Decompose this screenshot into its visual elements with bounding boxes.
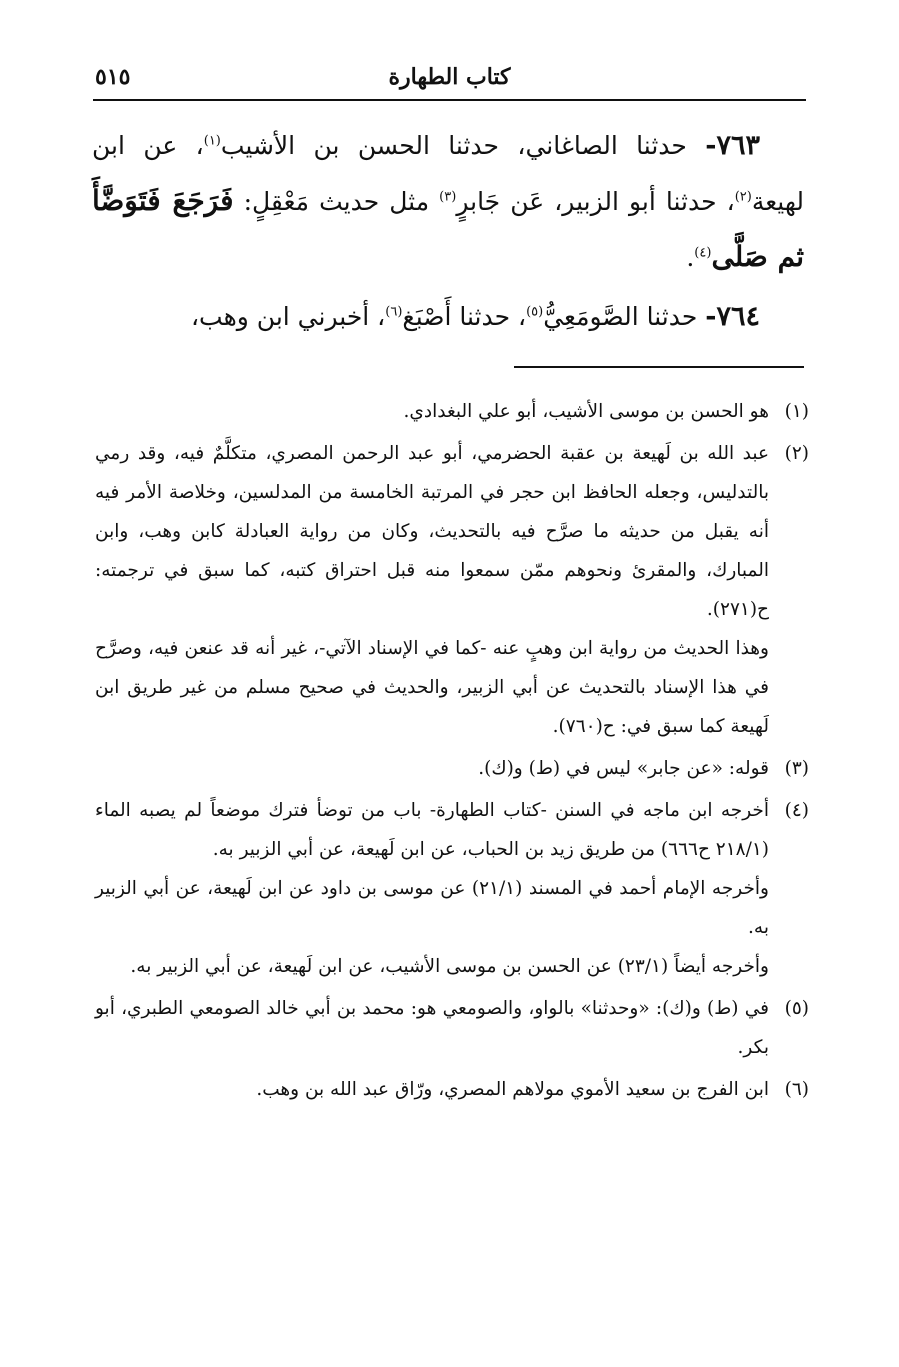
- footnote-body: [95, 749, 769, 788]
- page-number: ٥١٥: [95, 64, 131, 90]
- footnote-ref: (٥): [526, 304, 544, 320]
- footnote-body: [95, 989, 769, 1067]
- hadith-number: ٧٦٣-: [705, 130, 760, 161]
- footnote-1: [95, 392, 809, 431]
- footnote-number: (٢): [784, 443, 809, 464]
- footnote-paragraph: وأخرجه الإمام أحمد في المسند (٢١/١) عن موسى بن داود عن ابن لَهيعة، عن أبي الزبير به.: [95, 878, 769, 938]
- footnote-paragraph: ابن الفرج بن سعيد الأموي مولاهم المصري، ورّاق عبد الله بن وهب.: [256, 1079, 769, 1100]
- footnote-number: (٥): [784, 998, 809, 1019]
- footnote-paragraph: في (ط) و(ك): «وحدثنا» بالواو، والصومعي هو: محمد بن أبي خالد الصومعي الطبري، أبو بكر.: [95, 998, 769, 1058]
- footnote-separator: [514, 366, 804, 368]
- footnote-number: (٣): [784, 758, 809, 779]
- footnote-body: [95, 434, 769, 746]
- hadith-text: ، أخبرني ابن وهب،: [190, 302, 386, 331]
- hadith-text: ، حدثنا أبو الزبير، عَن جَابرٍ: [456, 187, 735, 216]
- footnote-5: [95, 989, 809, 1067]
- footnote-2: [95, 434, 809, 746]
- footnote-number: (١): [784, 401, 809, 422]
- hadith-text: مثل حديث مَعْقِلٍ:: [233, 187, 440, 216]
- page-header: [95, 62, 804, 100]
- footnote-ref: (٢): [734, 189, 752, 205]
- footnote-number: (٦): [784, 1079, 809, 1100]
- footnote-6: [95, 1070, 809, 1109]
- footnote-paragraph: وأخرجه أيضاً (٢٣/١) عن الحسن بن موسى الأشيب، عن ابن لَهيعة، عن أبي الزبير به.: [130, 956, 769, 977]
- hadith-763: [92, 118, 804, 285]
- footnote-body: [95, 392, 769, 431]
- header-rule: [93, 99, 806, 101]
- main-text: [92, 118, 804, 348]
- footnote-paragraph: هو الحسن بن موسى الأشيب، أبو علي البغدادي.: [403, 401, 769, 422]
- hadith-text: .: [686, 243, 695, 272]
- footnote-paragraph: قوله: «عن جابر» ليس في (ط) و(ك).: [478, 758, 769, 779]
- hadith-text: ، عن ابن لهيعة: [92, 131, 804, 216]
- footnote-body: [95, 791, 769, 986]
- hadith-quote: فَرَجَعَ فَتَوَضَّأَ ثم صَلَّى: [92, 184, 804, 273]
- hadith-text: ، حدثنا أَصْبَغ: [402, 302, 527, 331]
- hadith-number: ٧٦٤-: [705, 301, 760, 332]
- footnote-number: (٤): [784, 800, 809, 821]
- hadith-text: حدثنا الصاغاني، حدثنا الحسن بن الأشيب: [220, 131, 706, 160]
- footnotes: [95, 392, 809, 1112]
- footnote-ref: (٣): [439, 189, 457, 205]
- footnote-ref: (٤): [694, 245, 712, 261]
- footnote-body: [95, 1070, 769, 1109]
- footnote-3: [95, 749, 809, 788]
- footnote-paragraph: أخرجه ابن ماجه في السنن -كتاب الطهارة- باب من توضأ فترك موضعاً لم يصبه الماء (٢١٨/١ ح٦٦٦) من طريق زيد بن الحباب، عن ابن لَهيعة، عن أبي الزبير به.: [95, 800, 769, 860]
- hadith-764: [92, 289, 804, 344]
- footnote-paragraph: عبد الله بن لَهيعة بن عقبة الحضرمي، أبو عبد الرحمن المصري، متكلَّمٌ فيه، وقد رمي بالتدليس، وجعله الحافظ ابن حجر في المرتبة الخامسة من المدلسين، وخلاصة الأمر فيه أنه يقبل من حديثه ما صرَّح فيه بالتحديث، وكان من رواية العبادلة كابن وهب، وابن المبارك، والمقرئ ونحوهم ممّن سمعوا منه قبل احتراق كتبه، كما سبق في ترجمته: ح(٢٧١).: [95, 443, 769, 620]
- footnote-4: [95, 791, 809, 986]
- hadith-text: حدثنا الصَّومَعِيُّ: [543, 302, 706, 331]
- footnote-ref: (٦): [385, 304, 403, 320]
- footnote-ref: (١): [203, 133, 221, 149]
- running-title: كتاب الطهارة: [388, 64, 511, 90]
- footnote-paragraph: وهذا الحديث من رواية ابن وهبٍ عنه -كما في الإسناد الآتي-، غير أنه قد عنعن فيه، وصرَّح في هذا الإسناد بالتحديث عن أبي الزبير، والحديث في صحيح مسلم من غير طريق ابن لَهيعة كما سبق في: ح(٧٦٠).: [95, 638, 769, 737]
